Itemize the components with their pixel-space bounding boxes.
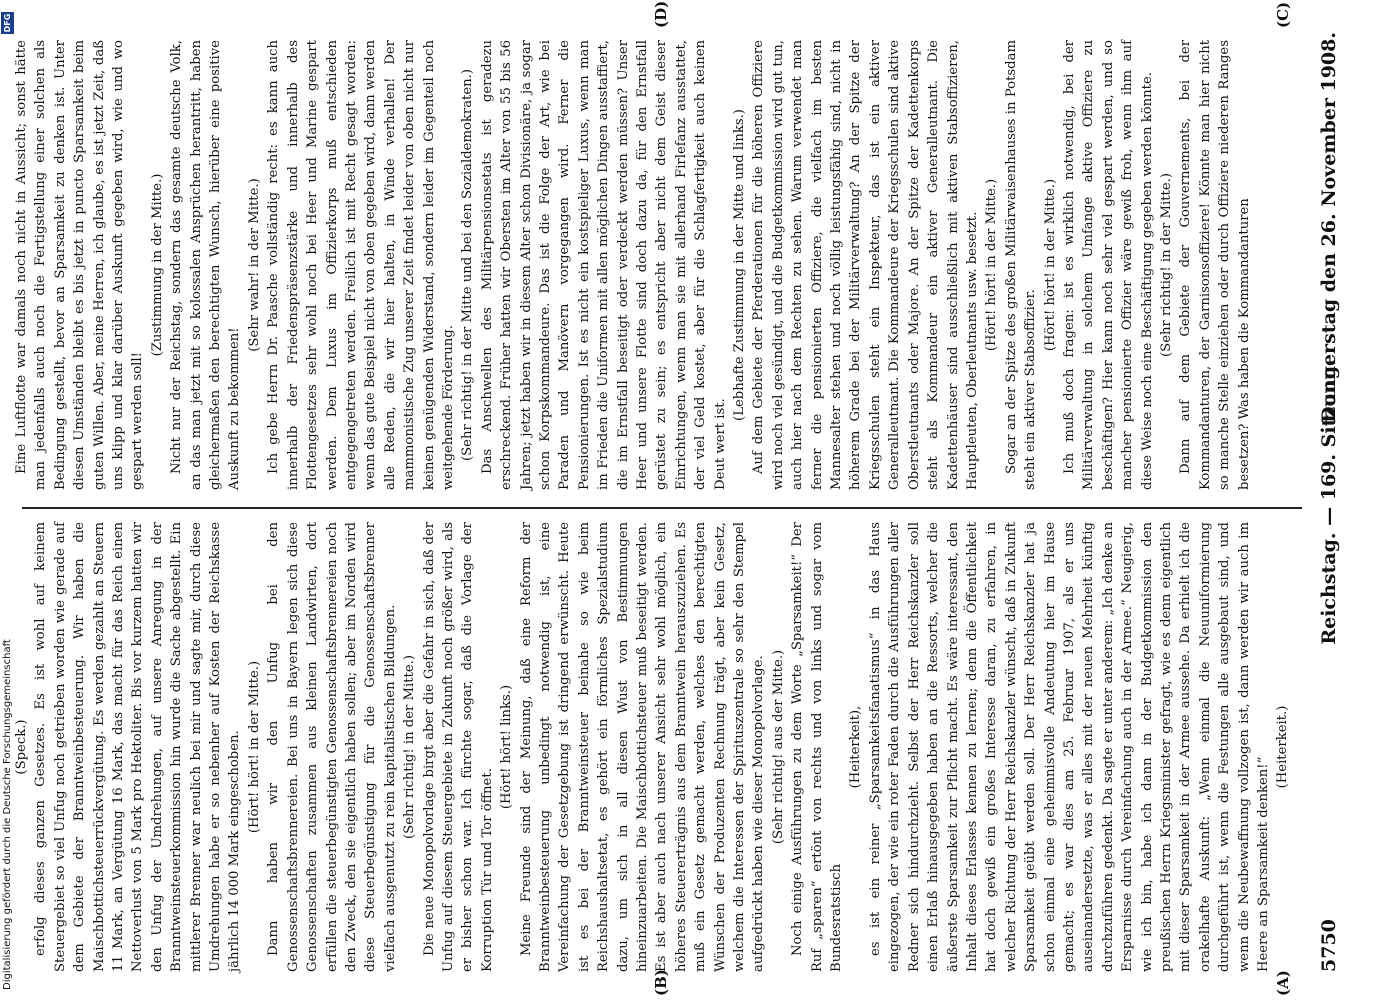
interjection: (Hört! hört! links.): [499, 684, 515, 810]
paragraph: Nicht nur der Reichstag, sondern das gesamte deutsche Volk, an das man jetzt mit so kolossalen Ansprüchen herantritt, haben gleichermaßen den berechtigten Wunsch, hierüber eine positive Auskunft zu bekommen!: [169, 40, 243, 490]
paragraph: Sogar an der Spitze des großen Militärwaisenhauses in Potsdam steht ein aktiver Stabsoffizier.: [1003, 40, 1039, 490]
interjection: (Hört! hört! in der Mitte.): [246, 660, 262, 834]
dfg-logo: DFG: [3, 13, 12, 33]
interjection: (Sehr richtig! in der Mitte.): [402, 655, 418, 839]
right-text-column: [12, 40, 1284, 490]
interjection: (Sehr richtig! in der Mitte.): [1158, 173, 1174, 357]
rotated-page: [12, 0, 1395, 1000]
session-date: Donnerstag den 26. November 1908.: [1318, 32, 1340, 423]
interjection: (Zustimmung in der Mitte.): [149, 173, 165, 357]
page-header: [1308, 32, 1348, 972]
margin-mark-c: (C): [1274, 1, 1292, 28]
page-number: 5750: [1318, 919, 1340, 972]
interjection: (Sehr richtig! aus der Mitte.): [770, 649, 786, 845]
paragraph: Die neue Monopolvorlage birgt aber die Gefahr in sich, daß der Unfug auf diesem Steuergebiete in Zukunft noch größer wird, als er bisher schon war. Ich fürchte sogar, daß die Vorlage der Korruption Tür und Tor öffnet.: [421, 522, 495, 972]
interjection: (Sehr richtig! in der Mitte und bei den Sozialdemokraten.): [460, 69, 476, 461]
interjection: (Heiterkeit),: [848, 705, 864, 789]
paragraph: Eine Luftflotte war damals noch nicht in Aussicht; sonst hätte man jedenfalls auch noch die Fertigstellung einer solchen als Bedingung gestellt, bevor an Sparsamkeit zu denken ist. Unter diesen Umständen bleibt es bis jetzt in puncto Sparsamkeit beim guten Willen. Aber, meine Herren, ich glaube, es ist jetzt Zeit, daß uns klipp und klar darüber Auskunft gegeben wird, wie und wo gespart werden soll!: [14, 40, 146, 490]
paragraph: Das Anschwellen des Militärpensionsetats ist geradezu erschreckend. Früher hatten wir Obersten im Alter von 55 bis 56 Jahren; jetzt haben wir in diesem Alter schon Divisionäre, ja sogar schon Korpskommandeure. Das ist die Folge der Art, wie bei Paraden und Manövern vorgegangen wird. Ferner die Pensionierungen. Ist es nicht ein kostspieliger Luxus, wenn man im Frieden die Uniformen mit allen möglichen Dingen ausstaffiert, die im Ernstfall beseitigt oder verdeckt werden müssen? Unser Heer und unsere Flotte sind doch dazu da, für den Ernstfall gerüstet zu sein; es entspricht aber nicht dem Geist dieser Einrichtungen, wenn man sie mit allerhand Firlefanz ausstattet, der viel Geld kostet, aber für die Schlagfertigkeit auch keinen Deut wert ist.: [479, 40, 728, 490]
column-divider: [22, 507, 1302, 509]
left-text-column: [12, 522, 1291, 972]
interjection: (Sehr wahr! in der Mitte.): [246, 178, 262, 352]
interjection: (Heiterkeit.): [1275, 705, 1291, 789]
margin-mark-b: (B): [652, 969, 670, 996]
paragraph: es ist ein reiner „Sparsamkeitsfanatismus“ in das Haus eingezogen, der wie ein roter Faden durch die Ausführungen aller Redner sich hindurchzieht. Selbst der Herr Reichskanzler soll einen Erlaß hinausgegeben haben an die Ressorts, welcher die äußerste Sparsamkeit zur Pflicht macht. Es wäre interessant, den Inhalt dieses Erlasses kennen zu lernen; denn die Öffentlichkeit hat doch gewiß ein großes Interesse daran, zu erfahren, in welcher Richtung der Herr Reichskanzler wünscht, daß in Zukunft Sparsamkeit geübt werden soll. Der Herr Reichskanzler hat ja schon einmal eine geheimnisvolle Andeutung hier im Hause gemacht; es war dies am 25. Februar 1907, als er uns auseinandersetzte, was er alles mit der neuen Mehrheit künftig durchzuführen gedenkt. Da sagte er unter anderem: „Ich denke an Ersparnisse durch Vereinfachung auch in der Armee.“ Neugierig, wie ich bin, habe ich dann in der Budgetkommission den preußischen Herrn Kriegsminister gefragt, wie es denn eigentlich mit dieser Sparsamkeit in der Armee aussehe. Da erhielt ich die orakelhafte Auskunft: „Wenn einmal die Neuuniformierung durchgeführt ist, wenn die Festungen alle ausgebaut sind, und wenn die Neubewaffnung vollzogen ist, dann werden wir auch im Heere an Sparsamkeit denken!“: [867, 522, 1271, 972]
interjection: (Lebhafte Zustimmung in der Mitte und links.): [732, 109, 748, 421]
interjection: (Hört! hört! in der Mitte.): [984, 178, 1000, 352]
paragraph: Dann haben wir den Unfug bei den Genossenschaftsbrennereien. Bei uns in Bayern legen sich diese Genossenschaften zusammen aus kleinen Landwirten, dort erfüllen die steuerbegünstigten Genossenschaftsbrennereien noch den Zweck, den sie eigentlich haben sollen; aber im Norden wird diese Steuerbegünstigung für die Genossenschaftsbrenner vielfach ausgenutzt zu rein kapitalistischen Bildungen.: [266, 522, 398, 972]
paragraph: Ich muß doch fragen: ist es wirklich notwendig, bei der Militärverwaltung in solchem Umfange aktive Offiziere zu beschäftigen? Hier kann noch sehr viel gespart werden, und so mancher pensionierte Offizier wäre gewiß froh, wenn ihm auf diese Weise noch eine Beschäftigung gegeben werden könnte.: [1061, 40, 1155, 490]
paragraph: Ich gebe Herrn Dr. Paasche vollständig recht: es kann auch innerhalb der Friedenspräsenzstärke und innerhalb des Flottengesetzes sehr wohl noch bei Heer und Marine gespart werden. Dem Luxus im Offizierkorps muß entschieden entgegengetreten werden. Freilich ist mit Recht gesagt worden: wenn das gute Beispiel nicht von oben gegeben wird, dann werden alle Reden, die wir hier halten, in Winde verhallen! Der mammonistische Zug unserer Zeit findet leider von oben nicht nur keinen genügenden Widerstand, sondern leider im Gegenteil noch weitgehende Förderung.: [266, 40, 456, 490]
paragraph: erfolg dieses ganzen Gesetzes. Es ist wohl auf keinem Steuergebiet so viel Unfug noch getrieben worden wie gerade auf dem Gebiete der Branntweinbesteuerung. Wir haben die Maischbottichsteuerrückvergütung. Es werden gezahlt an Steuern 11 Mark, an Vergütung 16 Mark, das macht für das Reich einen Nettoverlust von 5 Mark pro Hektoliter. Bis vor kurzem hatten wir den Unfug der Umdrehungen, auf unsere Anregung in der Branntweinsteuerkommission hin wurde die Sache abgestellt. Ein mittlerer Brenner war neulich bei mir und sagte mir, durch diese Umdrehungen habe er so nebenher auf Kosten der Reichskasse jährlich 14 000 Mark eingeschoben.: [33, 522, 243, 972]
interjection: (Hört! hört! in der Mitte.): [1042, 178, 1058, 352]
margin-mark-d: (D): [652, 0, 670, 28]
page-title: Reichstag. — 169. Sitzung.: [1318, 359, 1340, 645]
paragraph: Dann auf dem Gebiete der Gouvernements, bei der Kommandanturen, der Garnisonsoffiziere! Könnte man hier nicht so manche Stelle einziehen oder durch Offiziere niederen Ranges besetzen? Was haben die Kommandanturen: [1178, 40, 1252, 490]
margin-mark-a: (A): [1274, 970, 1292, 996]
interjection: (Speck.): [14, 719, 29, 775]
paragraph: Meine Freunde sind der Meinung, daß eine Reform der Branntweinbesteuerung unbedingt notwendig ist, eine Vereinfachung der Gesetzgebung ist dringend erwünscht. Heute ist es bei der Branntweinsteuer beinahe so wie beim Reichshaushaltsetat, es gehört ein förmliches Spezialstudium dazu, um sich in all diesen Wust von Bestimmungen hineinzuarbeiten. Die Maischbottichsteuer muß beseitigt werden. Es ist aber auch nach unserer Ansicht sehr wohl möglich, ein höheres Steuererträgnis aus dem Branntwein herauszuziehen. Es muß ein Gesetz gemacht werden, welches den berechtigten Wünschen der Produzenten Rechnung trägt, aber kein Gesetz, welchem die Interessen der Spirituszentrale so sehr den Stempel aufgedrückt haben wie dieser Monopolvorlage.: [518, 522, 767, 972]
digitization-note: Digitalisierung gefördert durch die Deutsche Forschungsgemeinschaft: [2, 639, 13, 990]
paragraph: Noch einige Ausführungen zu dem Worte „Sparsamkeit!“ Der Ruf „sparen“ ertönt von rechts und von links und sogar vom Bundesratstisch: [790, 522, 845, 972]
paragraph: Auf dem Gebiete der Pferderationen für die höheren Offiziere wird noch viel gesündigt, und die Budgetkommission wird gut tun, auch hier nach dem Rechten zu sehen. Warum verwendet man ferner die pensionierten Offiziere, die vielfach im besten Mannesalter stehen und noch völlig leistungsfähig sind, nicht in höherem Grade bei der Militärverwaltung? An der Spitze der Kriegsschulen steht ein Inspekteur, das ist ein aktiver Generalleutnant. Die Kommandeure der Kriegsschulen sind aktive Oberstleutnants oder Majore. An der Spitze der Kadettenkorps steht als Kommandeur ein aktiver Generalleutnant. Die Kadettenhäuser sind ausschließlich mit aktiven Stabsoffizieren, Hauptleuten, Oberleutnants usw. besetzt.: [751, 40, 980, 490]
